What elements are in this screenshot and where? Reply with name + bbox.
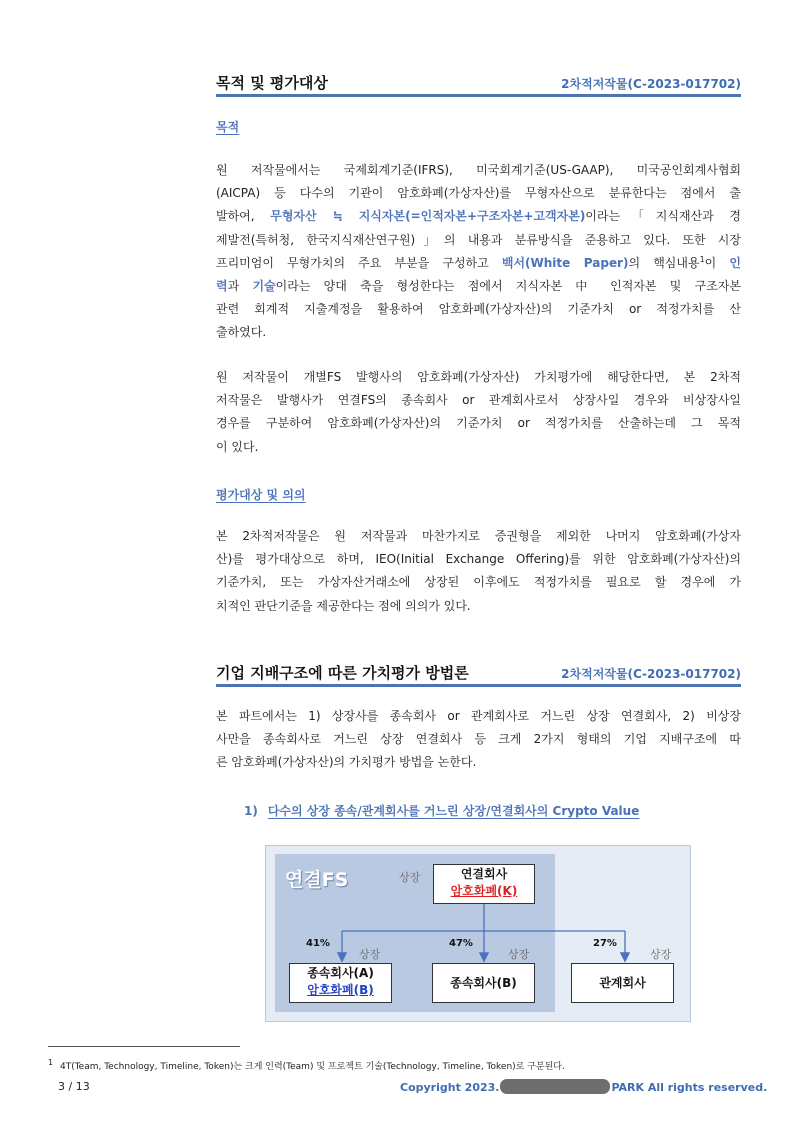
text-line: 프리미엄이 무형가치의 주요 부분을 구성하고 백서(White Paper)의 핵심내용$^1$이 인	[216, 254, 741, 270]
copyright-suffix: PARK All rights reserved.	[611, 1081, 768, 1094]
footnote-text: 4T(Team, Technology, Timeline, Token)는 크게 인력(Team) 및 프로젝트 기술(Technology, Timeline, Token)로 구분된다.	[59, 1062, 565, 1072]
subsidiary-a-name: 종속회사(A)	[307, 966, 374, 980]
parent-company-box	[433, 864, 535, 904]
text-line: 출하였다.	[216, 325, 267, 340]
text-line: 치적인 판단기준을 제공한다는 점에 의의가 있다.	[216, 598, 471, 613]
text-line: 른 암호화폐(가상자산)의 가치평가 방법을 논한다.	[216, 755, 477, 770]
text-line: (AICPA) 등 다수의 기관이 암호화폐(가상자산)를 무형자산으로 분류한다는 점에서 출	[216, 186, 741, 201]
text-line: 본 2차적저작물은 원 저작물과 마찬가지로 증권형을 제외한 나머지 암호화폐(가상자	[216, 529, 741, 543]
footnote-mark: 1	[48, 1058, 54, 1067]
section-header	[216, 662, 741, 684]
subsidiary-a-token: 암호화폐(B)	[307, 983, 374, 997]
highlight-text: 인	[729, 255, 741, 270]
text-line: 력과 기술이라는 양대 축을 형성한다는 점에서 지식자본 中 인적자본 및 구조자본	[216, 279, 741, 294]
text-line: 경우를 구분하여 암호화폐(가상자산)의 기준가치 or 적정가치를 산출하는데 그 목적	[216, 416, 741, 431]
paragraph-method	[216, 705, 741, 775]
document-code: 2차적저작물(C-2023-017702)	[561, 667, 741, 681]
highlight-text: 기술	[252, 279, 276, 294]
footnote-rule	[48, 1046, 240, 1047]
subsidiary-a-box	[289, 963, 392, 1003]
paragraph-target	[216, 525, 741, 618]
text-line: 산)를 평가대상으로 하며, IEO(Initial Exchange Offering)를 위한 암호화폐(가상자산)의	[216, 552, 741, 567]
ownership-pct: 47%	[449, 938, 473, 949]
group-label: 연결FS	[285, 869, 349, 891]
numbered-item	[244, 802, 639, 819]
text-line: 관련 회계적 지출계정을 활용하여 암호화폐(가상자산)의 기준가치 or 적정가치를 산	[216, 302, 741, 317]
highlight-text: 백서(White Paper)	[501, 255, 629, 270]
subheading-target: 평가대상 및 의의	[216, 488, 306, 502]
subheading-purpose: 목적	[216, 120, 240, 134]
section-title: 목적 및 평가대상	[216, 74, 328, 92]
parent-company-name: 연결회사	[460, 867, 508, 881]
section-header	[216, 72, 741, 94]
item-number: 1)	[244, 804, 258, 818]
text-line: 기준가치, 또는 가상자산거래소에 상장된 이후에도 적정가치를 필요로 할 경우에 가	[216, 575, 741, 590]
text-line: 사만을 종속회사로 거느린 상장 연결회사 등 크게 2가지 형태의 기업 지배구조에 따	[216, 732, 741, 747]
copyright-prefix: Copyright 2023.	[400, 1081, 500, 1094]
subsidiary-b-name: 종속회사(B)	[450, 976, 517, 990]
text-line: 원 저작물에서는 국제회계기준(IFRS), 미국회계기준(US-GAAP), 미국공인회계사협회	[216, 163, 741, 177]
listing-status: 상장	[359, 948, 381, 961]
affiliate-name: 관계회사	[599, 976, 646, 990]
item-title: 다수의 상장 종속/관계회사를 거느린 상장/연결회사의 Crypto Value	[267, 804, 640, 818]
paragraph-purpose-2	[216, 366, 741, 459]
paragraph-purpose-1	[216, 159, 741, 345]
text-line: 발하여, 무형자산 ≒ 지식자본(=인적자본+구조자본+고객자본)이라는「지식재산과 경	[216, 209, 741, 224]
text-line: 원 저작물이 개별FS 발행사의 암호화폐(가상자산) 가치평가에 해당한다면, 본 2차적	[216, 370, 741, 384]
document-code: 2차적저작물(C-2023-017702)	[561, 77, 741, 91]
text-line: 이 있다.	[216, 439, 259, 454]
governance-diagram	[265, 845, 691, 1022]
highlight-text: 력	[216, 279, 228, 294]
header-rule	[216, 94, 741, 97]
footnote	[48, 1059, 565, 1072]
listing-status: 상장	[508, 948, 530, 961]
header-rule	[216, 684, 741, 687]
listing-status: 상장	[650, 948, 672, 961]
parent-status: 상장	[399, 871, 421, 884]
ownership-pct: 27%	[593, 938, 617, 949]
parent-token: 암호화폐(K)	[450, 884, 518, 898]
redaction-block	[500, 1079, 610, 1094]
text-line: 본 파트에서는 1) 상장사를 종속회사 or 관계회사로 거느린 상장 연결회사, 2) 비상장	[216, 709, 741, 723]
section-title: 기업 지배구조에 따른 가치평가 방법론	[216, 664, 469, 682]
affiliate-box	[571, 963, 674, 1003]
footnote-reference: 1	[699, 254, 705, 264]
highlight-text: 무형자산 ≒ 지식자본(=인적자본+구조자본+고객자본)	[270, 209, 586, 224]
text-line: 저작물은 발행사가 연결FS의 종속회사 or 관계회사로서 상장사일 경우와 비상장사일	[216, 393, 741, 408]
subsidiary-b-box	[432, 963, 535, 1003]
text-line: 제발전(특허청, 한국지식재산연구원)」의 내용과 분류방식을 준용하고 있다. 또한 시장	[216, 232, 741, 247]
page-number: 3 / 13	[58, 1080, 90, 1093]
copyright	[400, 1079, 767, 1094]
ownership-pct: 41%	[306, 938, 330, 949]
